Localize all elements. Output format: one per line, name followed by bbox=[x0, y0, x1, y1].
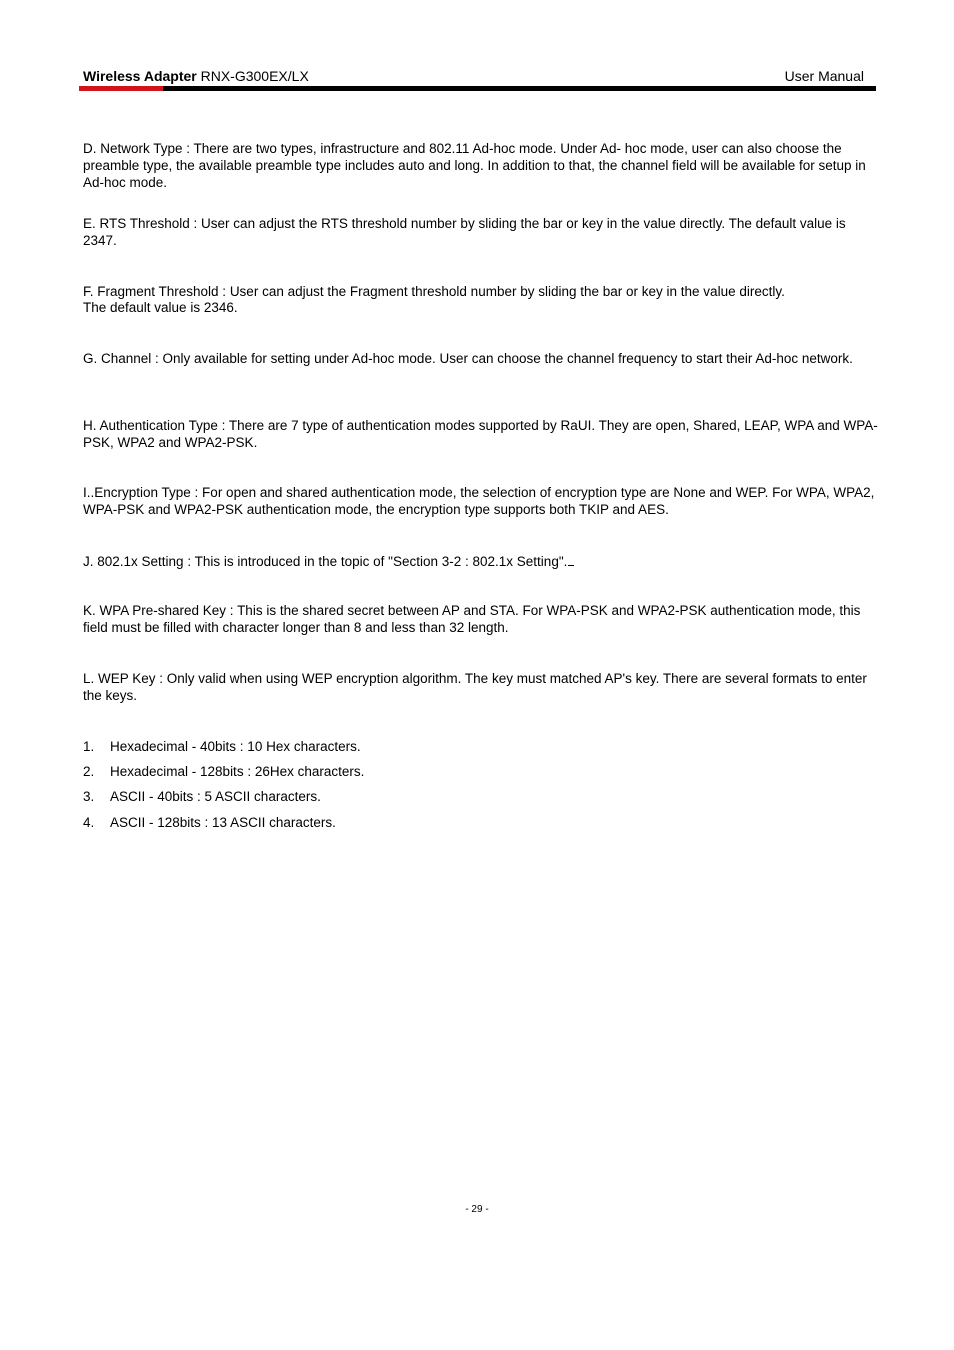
paragraph-channel: G. Channel : Only available for setting under Ad-hoc mode. User can choose the channel frequency to start their Ad-hoc network. bbox=[83, 351, 853, 366]
list-item-number: 4. bbox=[83, 815, 95, 830]
paragraph-encryption-type: I..Encryption Type : For open and shared authentication mode, the selection of encryption type are None and WEP. For WPA, WPA2, WPA-PSK and WPA2-PSK authentication mode, the encryption type supports both TKIP and AES. bbox=[83, 485, 875, 517]
header-model: RNX-G300EX/LX bbox=[196, 68, 309, 84]
list-item-number: 2. bbox=[83, 764, 95, 779]
list-item-number: 3. bbox=[83, 789, 95, 804]
page-header bbox=[83, 66, 864, 86]
list-item bbox=[83, 738, 361, 755]
paragraph-fragment-threshold: F. Fragment Threshold : User can adjust the Fragment threshold number by sliding the bar or key in the value directly. bbox=[83, 284, 785, 299]
header-brand: Wireless Adapter bbox=[83, 68, 197, 84]
header-rule bbox=[79, 86, 876, 91]
page-number: - 29 - bbox=[465, 1204, 489, 1215]
paragraph-rts-threshold: E. RTS Threshold : User can adjust the RTS threshold number by sliding the bar or key in the value directly. The default value is 2347. bbox=[83, 216, 846, 248]
paragraph-wpa-preshared-key: K. WPA Pre-shared Key : This is the shared secret between AP and STA. For WPA-PSK and WPA2-PSK authentication mode, this field must be filled with character longer than 8 and less than 32 length. bbox=[83, 603, 861, 635]
paragraph-network-type: D. Network Type : There are two types, infrastructure and 802.11 Ad-hoc mode. Under Ad- hoc mode, user can also choose the preamble type, the available preamble type includes auto and long. In addition to that, the channel field will be available for setup in Ad-hoc mode. bbox=[83, 141, 866, 190]
paragraph-8021x-setting: J. 802.1x Setting : This is introduced in the topic of "Section 3-2 : 802.1x Setting". bbox=[83, 554, 568, 569]
list-item bbox=[83, 788, 321, 805]
header-rule-accent bbox=[79, 86, 163, 91]
list-item-text: ASCII - 40bits : 5 ASCII characters. bbox=[110, 789, 321, 804]
paragraph-8021x-setting-wrap bbox=[83, 553, 883, 571]
list-item-text: Hexadecimal - 40bits : 10 Hex characters. bbox=[110, 739, 361, 754]
list-item-text: Hexadecimal - 128bits : 26Hex characters. bbox=[110, 764, 365, 779]
text-cursor-mark bbox=[568, 553, 574, 566]
paragraph-authentication-type: H. Authentication Type : There are 7 type of authentication modes supported by RaUI. They are open, Shared, LEAP, WPA and WPA-PSK, WPA2 and WPA2-PSK. bbox=[83, 418, 878, 450]
list-item bbox=[83, 763, 364, 780]
paragraph-fragment-default: The default value is 2346. bbox=[83, 300, 238, 315]
list-item bbox=[83, 814, 336, 831]
paragraph-wep-key: L. WEP Key : Only valid when using WEP encryption algorithm. The key must matched AP's key. There are several formats to enter the keys. bbox=[83, 671, 867, 703]
list-item-number: 1. bbox=[83, 739, 95, 754]
list-item-text: ASCII - 128bits : 13 ASCII characters. bbox=[110, 815, 336, 830]
header-doc-type: User Manual bbox=[784, 68, 864, 84]
